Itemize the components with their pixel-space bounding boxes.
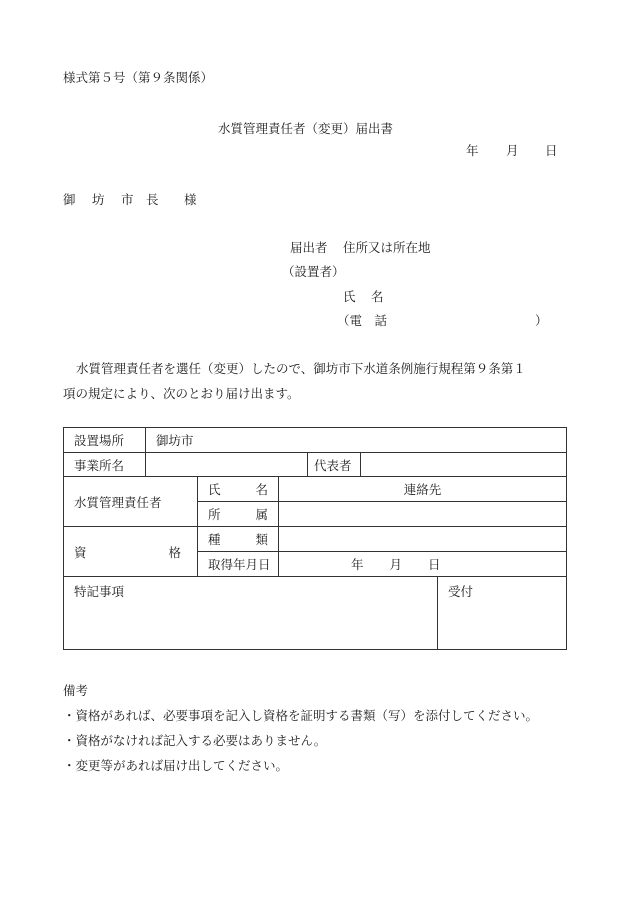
remarks-item: ・資格があれば、必要事項を記入し資格を証明する書類（写）を添付してください。 bbox=[63, 708, 539, 723]
acquired-date-value[interactable] bbox=[279, 552, 567, 577]
qualification-char: 資 bbox=[74, 544, 87, 560]
remarks-item: ・資格がなければ記入する必要はありません。 bbox=[63, 733, 327, 748]
addressee-honorific: 様 bbox=[184, 192, 197, 207]
name-label-char: 氏 bbox=[208, 482, 221, 497]
addressee-char: 市 bbox=[121, 192, 134, 207]
applicant-label: 届出者 bbox=[290, 240, 328, 255]
body-line-1: 水質管理責任者を選任（変更）したので、御坊市下水道条例施行規程第９条第１ bbox=[76, 361, 526, 376]
type-char: 種 bbox=[208, 532, 221, 547]
acquired-year: 年 bbox=[351, 557, 364, 572]
receipt bbox=[438, 577, 567, 650]
location-label: 設置場所 bbox=[64, 428, 146, 453]
acquired-day: 日 bbox=[428, 557, 441, 572]
manager-label: 水質管理責任者 bbox=[64, 477, 198, 527]
body-line-2: 項の規定により、次のとおり届け出ます。 bbox=[63, 386, 300, 401]
office-value[interactable] bbox=[146, 453, 308, 477]
installer-label: （設置者） bbox=[282, 264, 345, 279]
name-label-char: 名 bbox=[371, 289, 384, 304]
acquired-month: 月 bbox=[389, 557, 403, 572]
representative-label: 代表者 bbox=[308, 453, 361, 477]
type-value[interactable] bbox=[279, 527, 567, 552]
affiliation-char: 所 bbox=[208, 507, 221, 522]
special-notes[interactable] bbox=[64, 577, 438, 650]
manager-name-label bbox=[198, 477, 279, 502]
name-label-char: 名 bbox=[255, 482, 268, 497]
affiliation-value[interactable] bbox=[279, 502, 567, 527]
phone-close: ） bbox=[535, 313, 548, 328]
location-value[interactable]: 御坊市 bbox=[146, 428, 567, 453]
qualification-char: 格 bbox=[168, 544, 181, 560]
form-table bbox=[63, 427, 567, 650]
representative-value[interactable] bbox=[361, 453, 567, 477]
special-notes-label: 特記事項 bbox=[74, 584, 125, 599]
date-day: 日 bbox=[545, 143, 558, 158]
form-number: 様式第５号（第９条関係） bbox=[63, 70, 214, 85]
date-year: 年 bbox=[466, 143, 479, 158]
remarks-title: 備考 bbox=[63, 683, 89, 698]
type-char: 類 bbox=[255, 532, 268, 547]
remarks-item: ・変更等があれば届け出してください。 bbox=[63, 758, 289, 773]
affiliation-label bbox=[198, 502, 279, 527]
form-title: 水質管理責任者（変更）届出書 bbox=[218, 121, 394, 136]
office-label: 事業所名 bbox=[64, 453, 146, 477]
addressee-char: 長 bbox=[146, 192, 159, 207]
addressee-char: 御 bbox=[63, 192, 76, 207]
phone-label: （電 話 bbox=[337, 313, 388, 328]
receipt-label: 受付 bbox=[448, 584, 474, 599]
date-month: 月 bbox=[506, 143, 519, 158]
qualification-label bbox=[64, 527, 198, 577]
addressee-char: 坊 bbox=[92, 192, 105, 207]
contact-label: 連絡先 bbox=[279, 477, 567, 502]
acquired-date-label: 取得年月日 bbox=[198, 552, 279, 577]
affiliation-char: 属 bbox=[255, 507, 268, 522]
remarks bbox=[63, 681, 538, 781]
address-label: 住所又は所在地 bbox=[343, 240, 431, 255]
type-label bbox=[198, 527, 279, 552]
name-label-char: 氏 bbox=[343, 289, 356, 304]
